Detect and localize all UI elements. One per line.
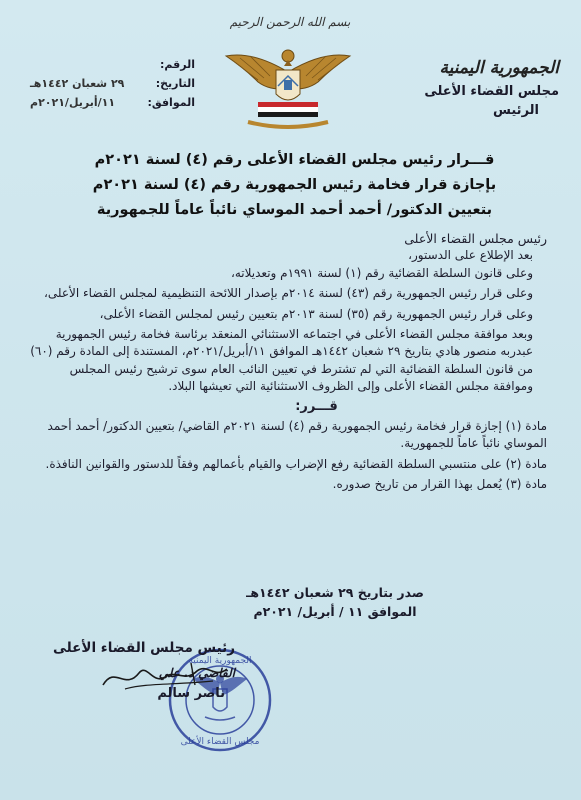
title-line-1: قـــرار رئيس مجلس القضاء الأعلى رقم (٤) لسنة ٢٠٢١م <box>94 152 495 168</box>
corresponding-label: الموافق: <box>147 96 195 109</box>
speaker-line: رئيس مجلس القضاء الأعلى <box>404 231 547 246</box>
basmala: بسم الله الرحمن الرحيم <box>229 15 351 29</box>
handwritten-signature <box>95 655 235 700</box>
date-value: ٢٩ شعبان ١٤٤٢هـ <box>30 77 125 90</box>
signatory-name: ناصر سالم <box>157 686 225 701</box>
stamp-top-text: الجمهورية اليمنية <box>188 656 252 666</box>
signatory-title: رئيس مجلس القضاء الأعلى <box>53 640 235 656</box>
title-line-2: بإجازة قرار فخامة رئيس الجمهورية رقم (٤) لسنة ٢٠٢١م <box>92 177 497 193</box>
preamble-decree-35: وعلى قرار رئيس الجمهورية رقم (٣٥) لسنة ٢٠١٣م بتعيين رئيس لمجلس القضاء الأعلى، <box>99 306 533 321</box>
date-label: التاريخ: <box>155 77 195 90</box>
preamble-decree-43: وعلى قرار رئيس الجمهورية رقم (٤٣) لسنة ٢٠١٤م بإصدار اللائحة التنظيمية لمجلس القضاء الأعلى، <box>44 286 533 301</box>
article-1: مادة (١) إجازة قرار فخامة رئيس الجمهورية رقم (٤) لسنة ٢٠٢١م القاضي/ بتعيين الدكتور/ أحمد أحمد الموساي نائباً عاماً للجمهورية. <box>47 419 547 451</box>
decided-heading: قـــرر: <box>295 398 338 414</box>
title-line-3: بتعيين الدكتور/ أحمد أحمد الموساي نائباً عاماً للجمهورية <box>96 202 493 218</box>
article-2: مادة (٢) على منتسبي السلطة القضائية رفع الإضراب والقيام بأعمالهم وفقاً للدستور والقوانين النافذة. <box>45 456 547 471</box>
republic-name: الجمهورية اليمنية <box>439 58 559 78</box>
signatory-judge: القاضي د. علي <box>158 666 235 680</box>
header-reference <box>30 58 195 115</box>
decree-title <box>30 148 559 223</box>
decree-body <box>26 230 547 494</box>
issued-hijri: صدر بتاريخ ٢٩ شعبان ١٤٤٢هـ <box>246 585 424 600</box>
header-authority <box>384 58 559 118</box>
stamp-bottom-text: مجلس القضاء الأعلى <box>180 737 260 747</box>
issued-gregorian: الموافق ١١ / أبريل/ ٢٠٢١م <box>253 604 417 619</box>
preamble-council-approval: وبعد موافقة مجلس القضاء الأعلى في اجتماعه الاستثنائي المنعقد برئاسة فخامة رئيس الجمهورية عبدربه منصور هادي بتاريخ ٢٩ شعبان ١٤٤٢هـ الموافق ١١/أبريل/٢٠٢١م، المستندة إلى المادة رقم (٦٠) من قانون السلطة القضائية التي لم تشترط في تعيين النائب العام سوى ترشيح رئيس المجلس وموافقة مجلس القضاء الأعلى وإلى الظروف الاستثنائية التي تعيشها البلاد. <box>30 327 533 394</box>
council-name: مجلس القضاء الأعلى <box>424 84 559 99</box>
article-3: مادة (٣) يُعمل بهذا القرار من تاريخ صدوره. <box>332 477 547 492</box>
preamble-constitution: بعد الإطلاع على الدستور، <box>408 248 533 263</box>
issue-date-block <box>200 583 470 621</box>
ref-label: الرقم: <box>160 58 195 71</box>
preamble-judiciary-law: وعلى قانون السلطة القضائية رقم (١) لسنة ١٩٩١م وتعديلاته، <box>230 265 533 280</box>
corresponding-value: ١١/أبريل/٢٠٢١م <box>30 96 116 109</box>
eagle-emblem-icon <box>218 42 358 132</box>
president-label: الرئيس <box>493 103 539 118</box>
